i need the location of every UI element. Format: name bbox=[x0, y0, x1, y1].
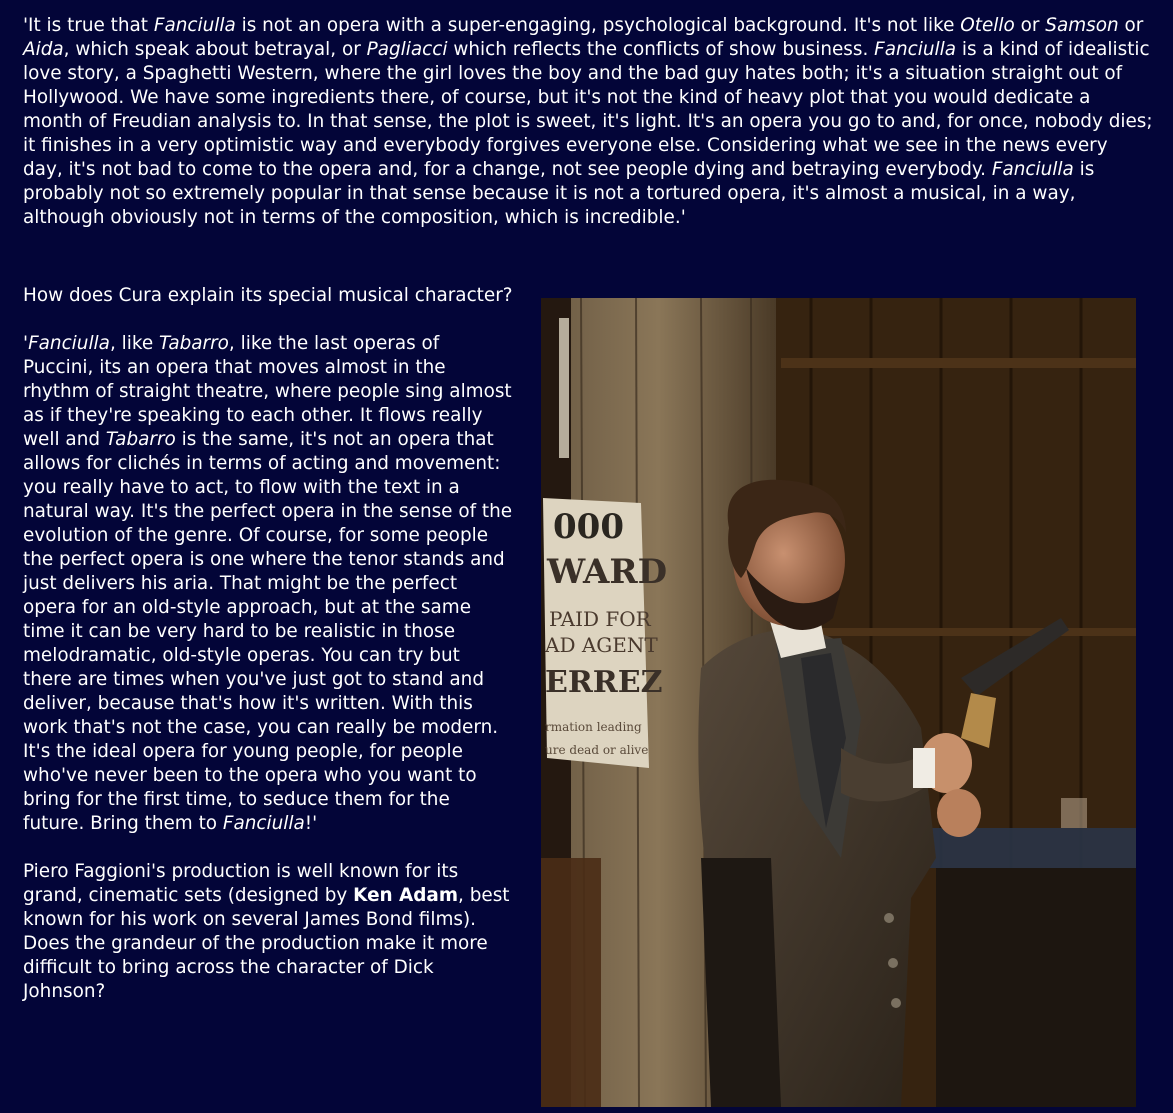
text-run: , best known for his work on several James Bond films). Does the grandeur of the production make it more difficult to bring across the character of Dick Johnson? bbox=[23, 885, 510, 1002]
text-run: !' bbox=[304, 813, 318, 834]
answer-musical-character bbox=[23, 332, 513, 836]
text-run: , which speak about betrayal, or bbox=[63, 39, 367, 60]
text-run: is a kind of idealistic love story, a Spaghetti Western, where the girl loves the boy and the bad guy hates both; it's a situation straight out of Hollywood. We have some ingredients there, of course, but it's not the kind of heavy plot that you would dedicate a month of Freudian analysis to. In that sense, the plot is sweet, it's light. It's an opera you go to and, for once, nobody dies; it finishes in a very optimistic way and everybody forgives everyone else. Considering what we see in the news every day, it's not bad to come to the opera and, for a change, not see people dying and betraying everybody. bbox=[23, 39, 1153, 180]
text-run: is the same, it's not an opera that allows for clichés in terms of acting and movement: you really have to act, to flow with the text in a natural way. It's the perfect opera in the sense of the evolution of the genre. Of course, for some people the perfect opera is one where the tenor stands and just delivers his aria. That might be the perfect opera for an old-style approach, but at the same time it can be very hard to be realistic in those melodramatic, old-style operas. You can try but there are times when you've just got to stand and deliver, because that's how it's written. With this work that's not the case, you can really be modern. It's the ideal opera for young people, for people who've never been to the opera who you want to bring for the first time, to seduce them for the future. Bring them to bbox=[23, 429, 513, 834]
question-production bbox=[23, 860, 513, 1004]
designer-name: Ken Adam bbox=[353, 885, 459, 906]
poster-line: WARD bbox=[547, 552, 668, 592]
opera-title: Fanciulla bbox=[874, 39, 957, 60]
intro-quote bbox=[23, 14, 1153, 230]
opera-title: Tabarro bbox=[159, 333, 229, 354]
opera-title: Samson bbox=[1045, 15, 1119, 36]
poster-line: rmation leading bbox=[545, 720, 642, 734]
poster-line: AD AGENT bbox=[545, 633, 658, 657]
poster-line: PAID FOR bbox=[549, 607, 651, 631]
intro-paragraph bbox=[23, 14, 1153, 230]
text-run: , like bbox=[109, 333, 160, 354]
text-run: 'It is true that bbox=[23, 15, 154, 36]
text-run: Piero Faggioni's production is well known for its grand, cinematic sets (designed by bbox=[23, 861, 459, 906]
opera-title: Tabarro bbox=[105, 429, 176, 450]
production-photo bbox=[541, 298, 1136, 1107]
opera-title: Fanciulla bbox=[222, 813, 305, 834]
poster-line: ERREZ bbox=[545, 665, 663, 700]
opera-title: Fanciulla bbox=[153, 15, 236, 36]
text-run: is not an opera with a super-engaging, psychological background. It's not like bbox=[235, 15, 961, 36]
text-run: , like the last operas of Puccini, its an opera that moves almost in the rhythm of straight theatre, where people sing almost as if they're speaking to each other. It flows really well and bbox=[23, 333, 512, 450]
opera-title: Pagliacci bbox=[366, 39, 448, 60]
text-run: or bbox=[1014, 15, 1046, 36]
text-run: is probably not so extremely popular in that sense because it is not a tortured opera, it's almost a musical, in a way, although obviously not in terms of the composition, which is incredible.' bbox=[23, 159, 1095, 228]
text-run: ' bbox=[23, 333, 29, 354]
question-musical-character: How does Cura explain its special musical character? bbox=[23, 285, 513, 306]
opera-title: Fanciulla bbox=[28, 333, 110, 354]
text-run: or bbox=[1118, 15, 1144, 36]
opera-title: Aida bbox=[23, 39, 64, 60]
poster-line: ure dead or alive bbox=[545, 743, 649, 757]
opera-title: Otello bbox=[960, 15, 1015, 36]
poster-line: 000 bbox=[553, 507, 624, 547]
opera-title: Fanciulla bbox=[991, 159, 1074, 180]
left-column bbox=[23, 284, 513, 1004]
text-run: which reflects the conflicts of show business. bbox=[447, 39, 875, 60]
photo-illustration bbox=[541, 298, 1136, 1107]
